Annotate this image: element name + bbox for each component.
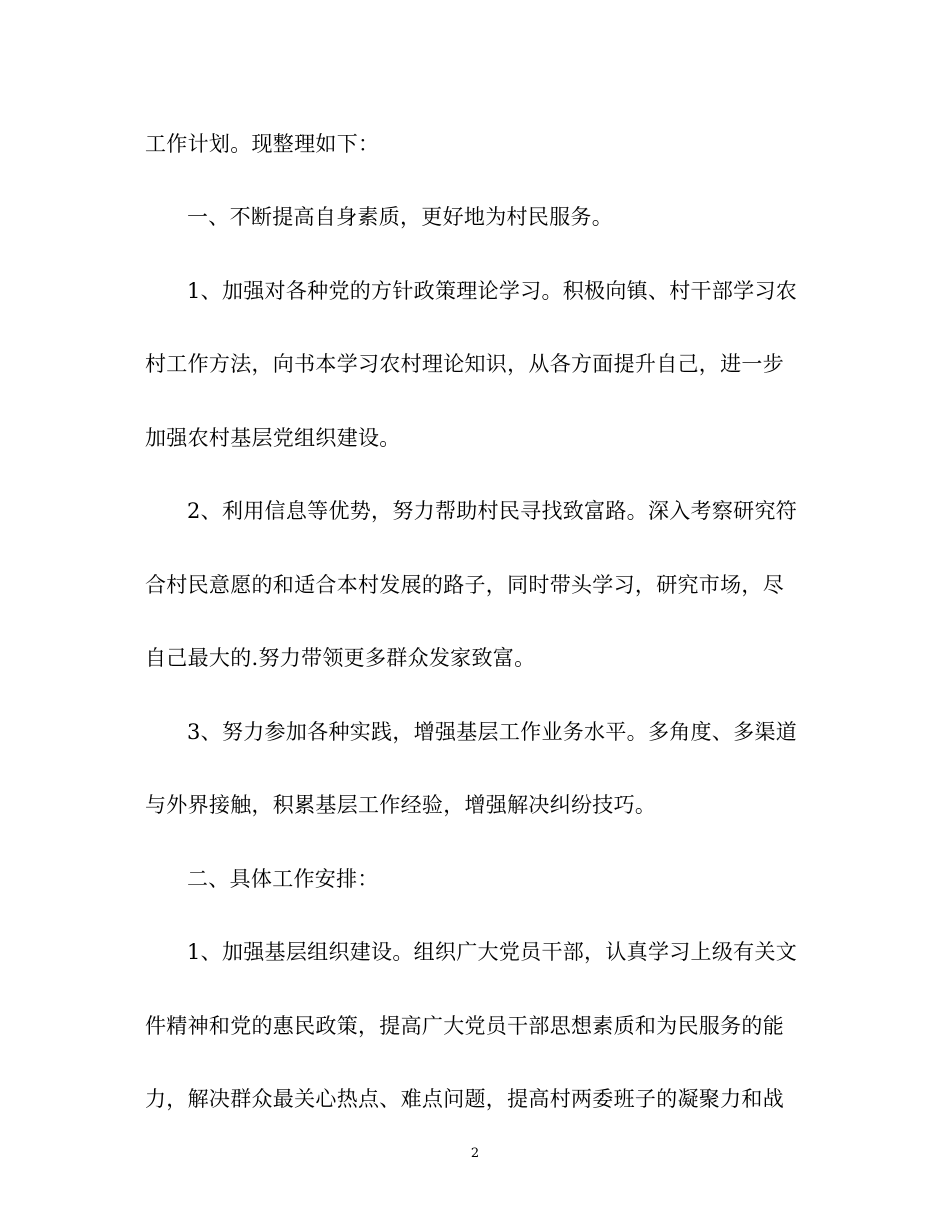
paragraph-line: 3、努力参加各种实践，增强基层工作业务水平。多角度、多渠道 xyxy=(187,720,798,744)
page-number: 2 xyxy=(470,1146,480,1161)
paragraph-line: 1、加强对各种党的方针政策理论学习。积极向镇、村干部学习农 xyxy=(187,279,798,303)
paragraph-line: 自己最大的.努力带领更多群众发家致富。 xyxy=(145,646,536,670)
paragraph-line: 工作计划。现整理如下： xyxy=(145,132,380,156)
paragraph-line: 件精神和党的惠民政策，提高广大党员干部思想素质和为民服务的能 xyxy=(145,1014,784,1038)
paragraph-line: 1、加强基层组织建设。组织广大党员干部，认真学习上级有关文 xyxy=(187,940,798,964)
paragraph-line: 加强农村基层党组织建设。 xyxy=(145,426,401,450)
paragraph-line: 力，解决群众最关心热点、难点问题，提高村两委班子的凝聚力和战 xyxy=(145,1087,784,1111)
paragraph-line: 与外界接触，积累基层工作经验，增强解决纠纷技巧。 xyxy=(145,793,657,817)
paragraph-line: 村工作方法，向书本学习农村理论知识，从各方面提升自己，进一步 xyxy=(145,352,784,376)
paragraph-line: 合村民意愿的和适合本村发展的路子，同时带头学习，研究市场，尽 xyxy=(145,573,784,597)
section-heading: 二、具体工作安排： xyxy=(187,867,379,891)
paragraph-line: 2、利用信息等优势，努力帮助村民寻找致富路。深入考察研究符 xyxy=(187,499,798,523)
section-heading: 一、不断提高自身素质，更好地为村民服务。 xyxy=(187,205,613,229)
